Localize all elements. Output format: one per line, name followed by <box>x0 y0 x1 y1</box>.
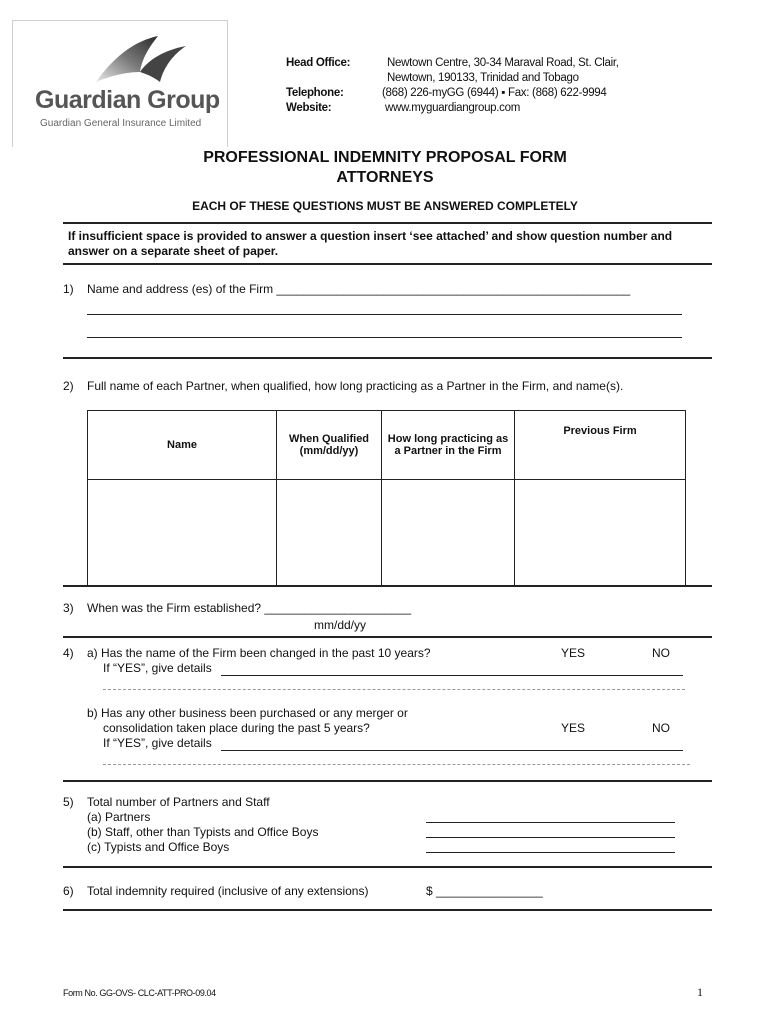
col-header-how-long: How long practicing as a Partner in the Firm <box>382 411 515 480</box>
table-row <box>88 480 686 587</box>
q6-text: Total indemnity required (inclusive of any extensions) <box>87 884 369 898</box>
divider <box>63 263 712 265</box>
form-title-sub: ATTORNEYS <box>336 169 434 186</box>
q5b-answer-line[interactable] <box>426 837 675 838</box>
q4b-text-line2: consolidation taken place during the past 5 years? <box>103 721 370 735</box>
divider <box>63 222 712 224</box>
q3-number: 3) <box>63 601 74 615</box>
q5a-label: (a) Partners <box>87 810 151 824</box>
telephone-value: (868) 226-myGG (6944) ▪ Fax: (868) 622-9994 <box>382 87 607 99</box>
col-header-when-qualified: When Qualified (mm/dd/yy) <box>277 411 382 480</box>
guardian-wing-logo-icon <box>90 32 190 90</box>
q4a-details-line[interactable] <box>221 675 683 676</box>
divider <box>63 357 712 359</box>
form-number: Form No. GG-OVS- CLC-ATT-PRO-09.04 <box>63 988 216 998</box>
q4b-text-line1: b) Has any other business been purchased or any merger or <box>87 706 408 720</box>
q4-number: 4) <box>63 646 74 660</box>
q3-text: When was the Firm established? ______________________ <box>87 601 412 615</box>
table-cell-previous-firm[interactable] <box>515 480 686 587</box>
table-cell-when-qualified[interactable] <box>277 480 382 587</box>
col-header-previous-firm: Previous Firm <box>515 411 686 480</box>
logo-subtitle: Guardian General Insurance Limited <box>40 118 202 129</box>
q4a-yes-option[interactable]: YES <box>561 646 586 660</box>
q4b-details-label: If “YES”, give details <box>103 736 212 750</box>
head-office-line1: Newtown Centre, 30-34 Maraval Road, St. Clair, <box>387 57 619 69</box>
instruction-line2: answer on a separate sheet of paper. <box>68 244 279 258</box>
q6-amount-field[interactable]: $ ________________ <box>426 884 543 898</box>
q2-text: Full name of each Partner, when qualified, how long practicing as a Partner in the Firm, and name(s). <box>87 379 624 393</box>
q1-text: Name and address (es) of the Firm _____________________________________________________ <box>87 282 631 296</box>
q4b-details-line2[interactable] <box>103 764 690 765</box>
q5b-label: (b) Staff, other than Typists and Office Boys <box>87 825 319 839</box>
divider <box>63 909 712 911</box>
page-number: 1 <box>697 985 703 999</box>
q5c-label: (c) Typists and Office Boys <box>87 840 230 854</box>
q4b-yes-option[interactable]: YES <box>561 721 586 735</box>
table-cell-how-long[interactable] <box>382 480 515 587</box>
divider <box>63 636 712 638</box>
instruction-line1: If insufficient space is provided to answer a question insert ‘see attached’ and show question number and <box>68 229 673 243</box>
q4a-details-line2[interactable] <box>103 689 685 690</box>
q5c-answer-line[interactable] <box>426 852 675 853</box>
telephone-label: Telephone: <box>286 87 344 99</box>
q6-number: 6) <box>63 884 74 898</box>
divider <box>63 585 712 587</box>
q4b-no-option[interactable]: NO <box>652 721 670 735</box>
q1-answer-line[interactable] <box>87 314 682 315</box>
website-value[interactable]: www.myguardiangroup.com <box>385 102 520 114</box>
q5a-answer-line[interactable] <box>426 822 675 823</box>
website-label: Website: <box>286 102 332 114</box>
form-title: PROFESSIONAL INDEMNITY PROPOSAL FORM <box>203 149 567 166</box>
divider <box>63 780 712 782</box>
q4a-no-option[interactable]: NO <box>652 646 670 660</box>
col-header-name: Name <box>88 411 277 480</box>
table-header-row <box>88 411 686 480</box>
head-office-line2: Newtown, 190133, Trinidad and Tobago <box>387 72 579 84</box>
q4a-text: a) Has the name of the Firm been changed in the past 10 years? <box>87 646 431 660</box>
q2-number: 2) <box>63 379 74 393</box>
table-cell-name[interactable] <box>88 480 277 587</box>
form-subtitle: EACH OF THESE QUESTIONS MUST BE ANSWERED COMPLETELY <box>192 199 578 213</box>
q4b-details-line[interactable] <box>221 750 683 751</box>
logo-name: Guardian Group <box>35 86 220 114</box>
q3-date-format: mm/dd/yy <box>314 618 367 632</box>
q5-number: 5) <box>63 795 74 809</box>
q5-text: Total number of Partners and Staff <box>87 795 270 809</box>
q1-answer-line[interactable] <box>87 337 682 338</box>
head-office-label: Head Office: <box>286 57 351 69</box>
q1-number: 1) <box>63 282 74 296</box>
partners-table <box>87 410 686 587</box>
q4a-details-label: If “YES”, give details <box>103 661 212 675</box>
divider <box>63 866 712 868</box>
